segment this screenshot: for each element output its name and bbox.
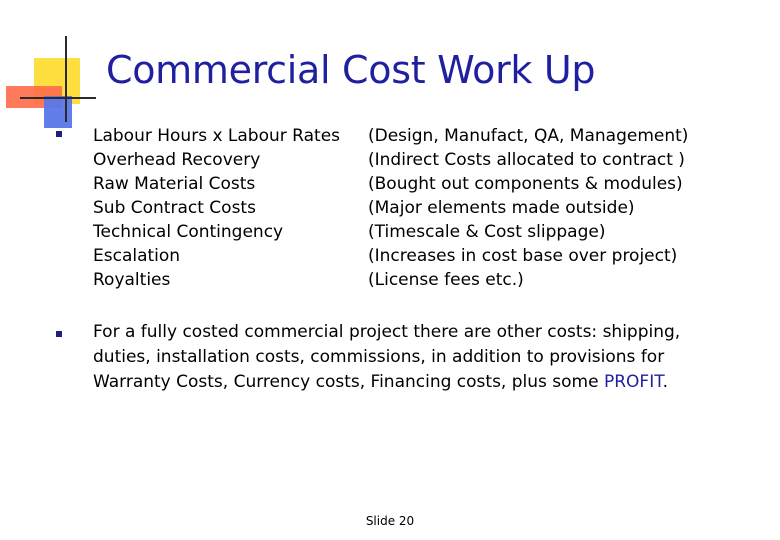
decor-vertical-line: [65, 36, 67, 122]
cost-note: (Design, Manufact, QA, Management): [368, 126, 689, 146]
paragraph-end: .: [662, 372, 668, 392]
bullet-icon: [56, 331, 62, 337]
paragraph-text: For a fully costed commercial project there are other costs: shipping, duties, installation costs, commissions, in addition to provisions for Warranty Costs, Currency costs, Financing costs, plus some: [93, 322, 681, 392]
cost-note: (Major elements made outside): [368, 198, 635, 218]
cost-name: Sub Contract Costs: [93, 198, 256, 218]
slide-title: Commercial Cost Work Up: [106, 48, 596, 92]
decor-blue-square: [44, 96, 72, 128]
bullet-icon: [56, 131, 62, 137]
cost-name: Raw Material Costs: [93, 174, 256, 194]
cost-note: (Increases in cost base over project): [368, 246, 678, 266]
cost-note: (Timescale & Cost slippage): [368, 222, 606, 242]
cost-note: (Indirect Costs allocated to contract ): [368, 150, 685, 170]
cost-note: (Bought out components & modules): [368, 174, 683, 194]
cost-name: Labour Hours x Labour Rates: [93, 126, 341, 146]
cost-name: Royalties: [93, 270, 171, 290]
cost-name: Escalation: [93, 246, 181, 266]
other-costs-paragraph: [93, 320, 733, 395]
slide-number: Slide 20: [365, 514, 415, 528]
profit-highlight: PROFIT: [603, 372, 663, 392]
decor-horizontal-line: [20, 97, 96, 99]
cost-name: Overhead Recovery: [93, 150, 261, 170]
cost-note: (License fees etc.): [368, 270, 524, 290]
cost-name: Technical Contingency: [93, 222, 284, 242]
